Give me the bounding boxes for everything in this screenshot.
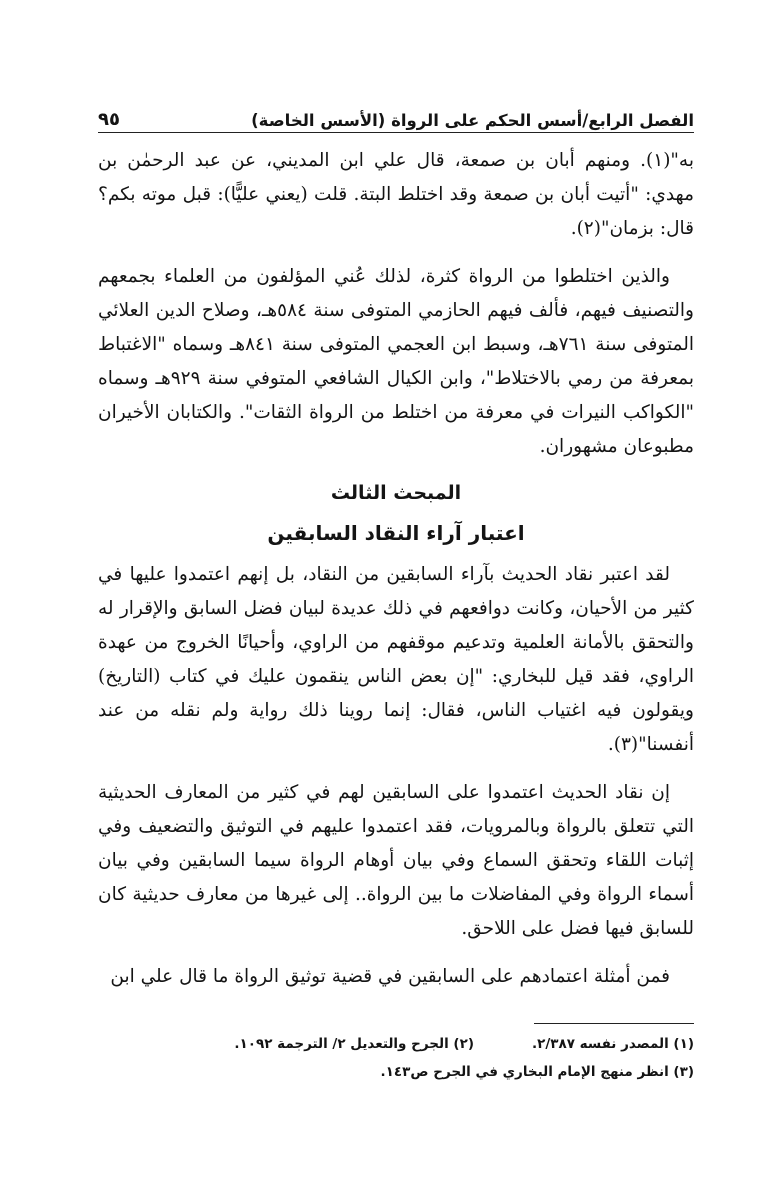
footnote: (٣) انظر منهج الإمام البخاري في الجرح ص١٤٣. [380, 1064, 694, 1080]
section-heading: المبحث الثالث [330, 482, 462, 504]
paragraph: فمن أمثلة اعتمادهم على السابقين في قضية توثيق الرواة ما قال علي ابن [110, 966, 670, 987]
page-number: ٩٥ [98, 109, 120, 130]
footnote-row [98, 1058, 694, 1086]
footnote: (١) المصدر نفسه ٢/٣٨٧. [531, 1036, 694, 1052]
header-rule [98, 132, 694, 133]
running-header [98, 98, 694, 130]
footnote-rule [534, 1023, 694, 1024]
paragraph: إن نقاد الحديث اعتمدوا على السابقين لهم في كثير من المعارف الحديثية التي تتعلق بالرواة وبالمرويات، فقد اعتمدوا عليهم في التوثيق والتضعيف وفي إثبات اللقاء وتحقق السماع وفي بيان أوهام الرواة سيما السابقين وفي بيان أسماء الرواة وفي المفاضلات ما بين الرواة.. إلى غيرها من معارف حديثية كان للسابق فيها فضل على اللاحق. [98, 782, 694, 939]
page-body [98, 144, 694, 1008]
section-title: اعتبار آراء النقاد السابقين [267, 521, 525, 545]
footnotes [98, 1030, 694, 1086]
footnote: (٢) الجرح والتعديل ٢/ الترجمة ١٠٩٢. [234, 1036, 474, 1052]
footnote-row [98, 1030, 694, 1058]
chapter-title: الفصل الرابع/أسس الحكم على الرواة (الأسس الخاصة) [251, 111, 694, 130]
paragraph: والذين اختلطوا من الرواة كثرة، لذلك عُني المؤلفون من العلماء بجمعهم والتصنيف فيهم، فألف فيهم الحازمي المتوفى سنة ٥٨٤هـ، وصلاح الدين العلائي المتوفى سنة ٧٦١هـ، وسبط ابن العجمي المتوفى سنة ٨٤١هـ وسماه "الاغتباط بمعرفة من رمي بالاختلاط"، وابن الكيال الشافعي المتوفي سنة ٩٢٩هـ وسماه "الكواكب النيرات في معرفة من اختلط من الرواة الثقات". والكتابان الأخيران مطبوعان مشهوران. [98, 266, 694, 457]
paragraph: لقد اعتبر نقاد الحديث بآراء السابقين من النقاد، بل إنهم اعتمدوا عليها في كثير من الأحيان، وكانت دوافعهم في ذلك عديدة لبيان فضل السابق والإقرار له والتحقق بالأمانة العلمية وتدعيم موقفهم من الراوي، وأحيانًا الخروج من عهدة الراوي، فقد قيل للبخاري: "إن بعض الناس ينقمون عليك في كتاب (التاريخ) ويقولون فيه اغتياب الناس، فقال: إنما روينا ذلك رواية ولم نقله من عند أنفسنا"(٣). [98, 564, 694, 755]
paragraph: به"(١). ومنهم أبان بن صمعة، قال علي ابن المديني، عن عبد الرحمٰن بن مهدي: "أتيت أبان بن صمعة وقد اختلط البتة. قلت (يعني عليًّا): قبل موته بكم؟ قال: بزمان"(٢). [98, 150, 694, 239]
